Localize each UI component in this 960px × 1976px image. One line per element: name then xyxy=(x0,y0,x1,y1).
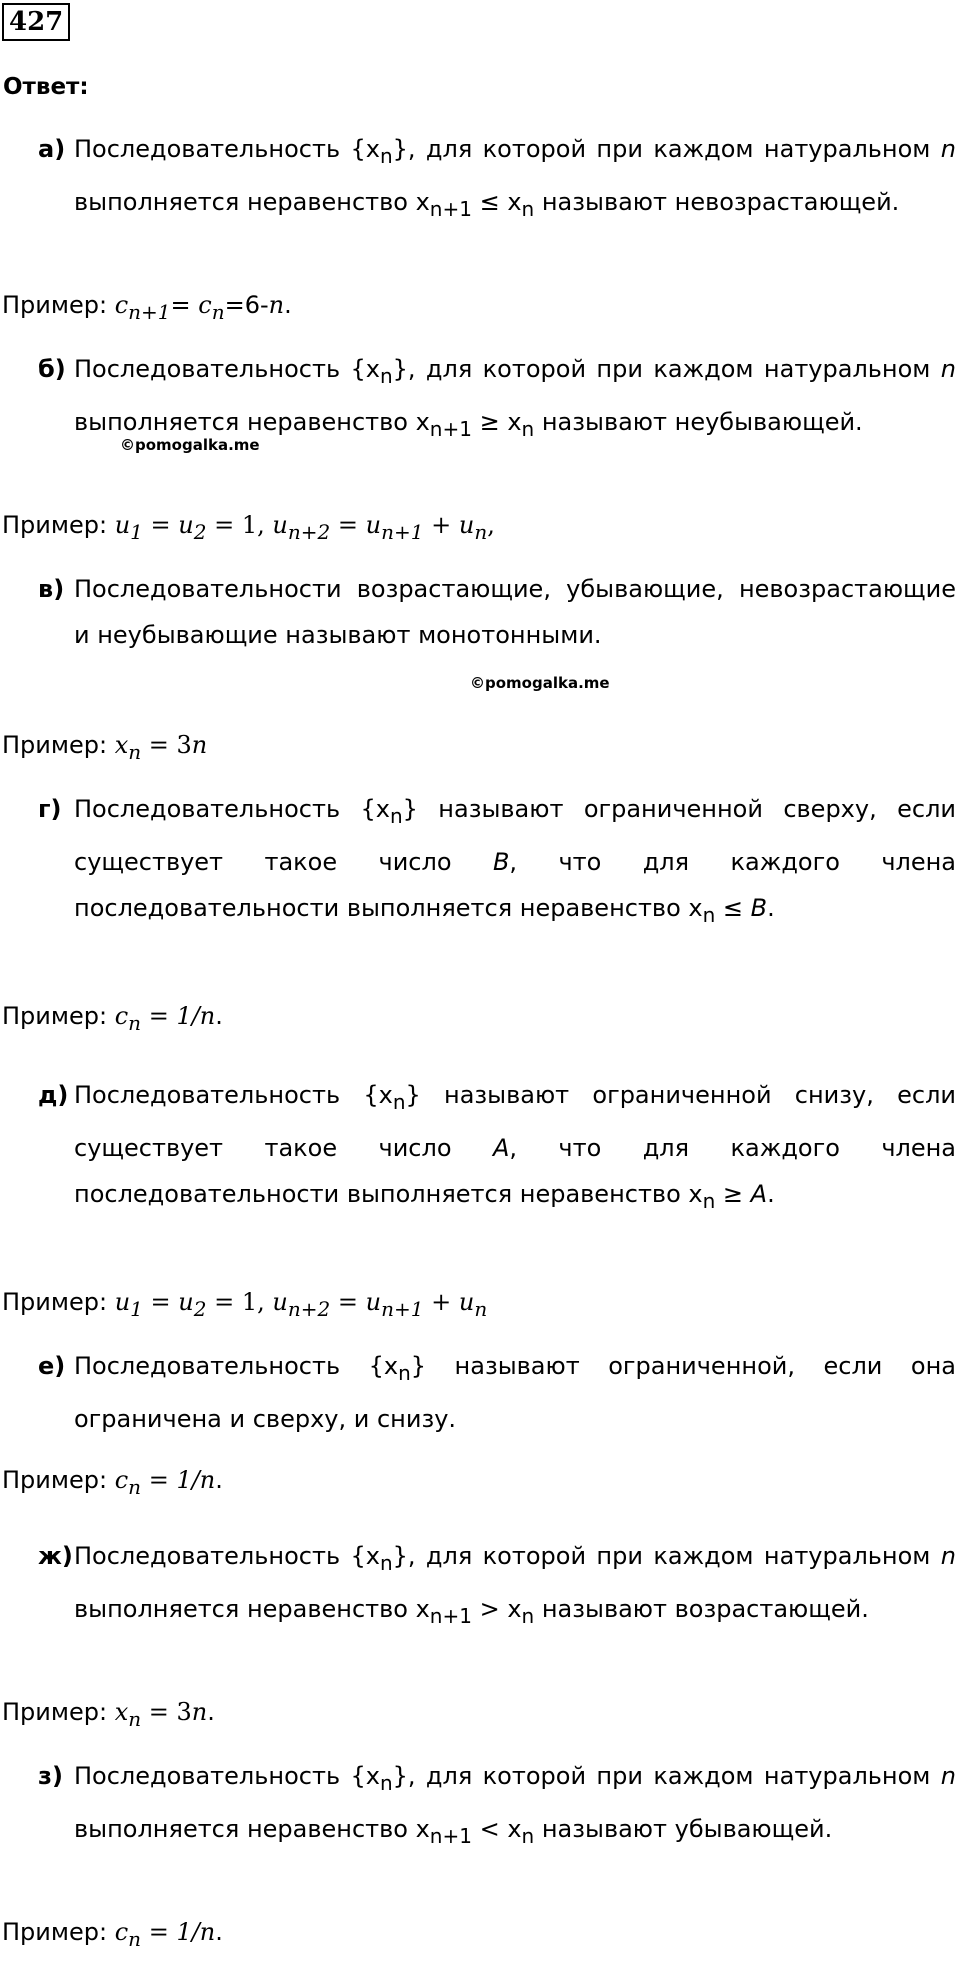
example-f: Пример: $c_n = 1/n$. xyxy=(2,1466,223,1499)
example-e: Пример: $u_1 = u_2 = 1$, $u_{n+2} = u_{n+1} + u_n$ xyxy=(2,1288,488,1321)
item-f: е) Последовательность $\{x_n\}$ называют ограниченной, если она ограничена и сверху, и снизу. xyxy=(38,1343,956,1442)
item-g-text: Последовательность $\{x_n\}$, для которой при каждом натуральном n выполняется неравенство $x_{n+1} > x_n$ называют возрастающей. xyxy=(74,1542,957,1628)
item-a-text: Последовательность $\{x_n\}$, для которой при каждом натуральном n выполняется неравенство $x_{n+1} \le x_n$ называют невозрастающей. xyxy=(74,135,957,221)
item-g: ж) Последовательность $\{x_n\}$, для которой при каждом натуральном n выполняется неравенство $x_{n+1} > x_n$ называют возрастающей. xyxy=(38,1533,956,1639)
example-d: Пример: $c_n = 1/n$. xyxy=(2,1002,223,1035)
item-h: з) Последовательность $\{x_n\}$, для которой при каждом натуральном n выполняется неравенство $x_{n+1} < x_n$ называют убывающей. xyxy=(38,1753,956,1859)
example-h: Пример: $c_n = 1/n$. xyxy=(2,1918,223,1951)
watermark: ©pomogalka.me xyxy=(470,674,610,692)
answer-label: Ответ: xyxy=(3,74,89,100)
item-b: б) Последовательность $\{x_n\}$, для которой при каждом натуральном n выполняется неравенство $x_{n+1} \ge x_n$ называют неубывающей. xyxy=(38,346,956,452)
example-b: Пример: $u_1 = u_2 = 1$, $u_{n+2} = u_{n+1} + u_n$, xyxy=(2,511,495,544)
item-d: г) Последовательность $\{x_n\}$ называют ограниченной сверху, если существует такое число B, что для каждого члена последовательности выполняется неравенство $x_n \le B$. xyxy=(38,786,956,938)
item-f-text: Последовательность $\{x_n\}$ называют ограниченной, если она ограничена и сверху, и снизу. xyxy=(74,1352,956,1433)
item-b-text: Последовательность $\{x_n\}$, для которой при каждом натуральном n выполняется неравенство $x_{n+1} \ge x_n$ называют неубывающей. xyxy=(74,355,957,441)
example-c: Пример: $x_n = 3n$ xyxy=(2,731,208,764)
item-c: в) Последовательности возрастающие, убывающие, невозрастающие и неубывающие называют монотонными. xyxy=(38,566,956,658)
item-a: а) Последовательность $\{x_n\}$, для которой при каждом натуральном n выполняется неравенство $x_{n+1} \le x_n$ называют невозрастающей. xyxy=(38,126,956,232)
example-a: Пример: $c_{n+1}= c_n=6-n$. xyxy=(2,291,292,324)
item-h-text: Последовательность $\{x_n\}$, для которой при каждом натуральном n выполняется неравенство $x_{n+1} < x_n$ называют убывающей. xyxy=(74,1762,957,1848)
item-e-text: Последовательность $\{x_n\}$ называют ограниченной снизу, если существует такое число A, что для каждого члена последовательности выполняется неравенство $x_n \ge A$. xyxy=(74,1081,957,1213)
item-d-text: Последовательность $\{x_n\}$ называют ограниченной сверху, если существует такое число B, что для каждого члена последовательности выполняется неравенство $x_n \le B$. xyxy=(74,795,957,927)
example-g: Пример: $x_n = 3n$. xyxy=(2,1698,215,1731)
watermark: ©pomogalka.me xyxy=(120,436,260,454)
problem-number: 427 xyxy=(2,3,70,41)
item-e: д) Последовательность $\{x_n\}$ называют ограниченной снизу, если существует такое число A, что для каждого члена последовательности выполняется неравенство $x_n \ge A$. xyxy=(38,1072,956,1224)
item-c-text: Последовательности возрастающие, убывающие, невозрастающие и неубывающие называют монотонными. xyxy=(74,575,956,649)
